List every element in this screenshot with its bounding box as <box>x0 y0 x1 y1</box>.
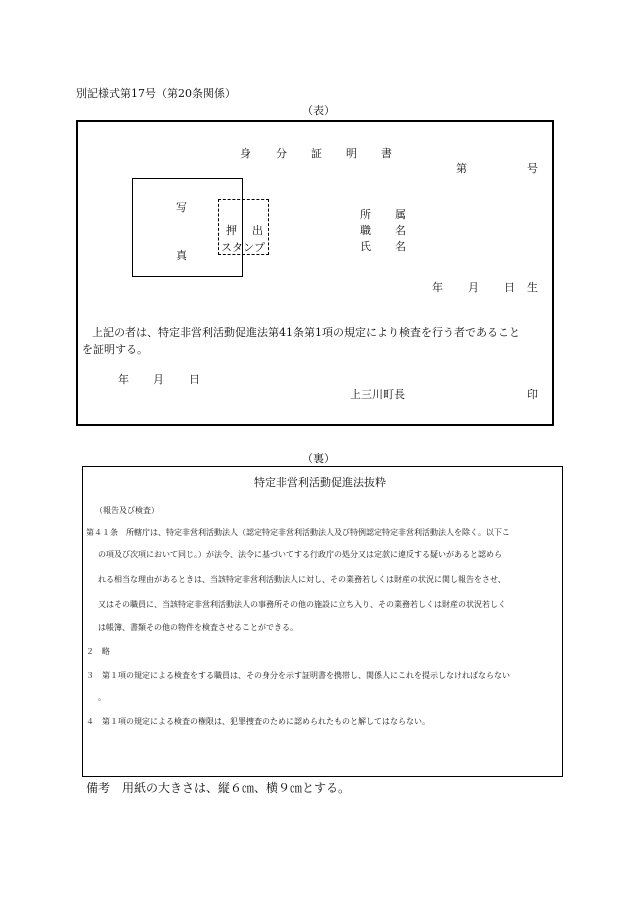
seal-mark: 印 <box>527 388 538 401</box>
issuer: 上三川町長 <box>350 388 405 401</box>
article-caption: （報告及び検査） <box>95 506 159 515</box>
item-3-line-2: 。 <box>98 693 106 702</box>
photo-label-bottom: 真 <box>176 249 187 262</box>
stamp-label-2: スタンプ <box>221 241 265 254</box>
form-number: 別記様式第17号（第20条関係） <box>76 87 236 100</box>
item-2: ２ 略 <box>86 647 110 656</box>
photo-label-top: 写 <box>176 201 187 214</box>
item-3-line-1: ３ 第１項の規定による検査をする職員は、その身分を示す証明書を携帯し、関係人にこれを提示しなければならない <box>86 671 510 680</box>
stamp-label-1a: 押 <box>226 224 237 237</box>
stamp-label-1b: 出 <box>252 224 263 237</box>
statement-line-2: を証明する。 <box>82 343 148 356</box>
item-4: ４ 第１項の規定による検査の権限は、犯罪捜査のために認められたものと解してはならない。 <box>86 717 430 726</box>
size-note: 備考 用紙の大きさは、縦６㎝、横９㎝とする。 <box>86 781 351 795</box>
back-side-label: （裏） <box>302 452 335 465</box>
statement-line-1: 上記の者は、特定非営利活動促進法第41条第1項の規定により検査を行う者であること <box>92 326 520 339</box>
front-side-label: （表） <box>302 104 335 117</box>
back-title: 特定非営利活動促進法抜粋 <box>254 476 386 489</box>
